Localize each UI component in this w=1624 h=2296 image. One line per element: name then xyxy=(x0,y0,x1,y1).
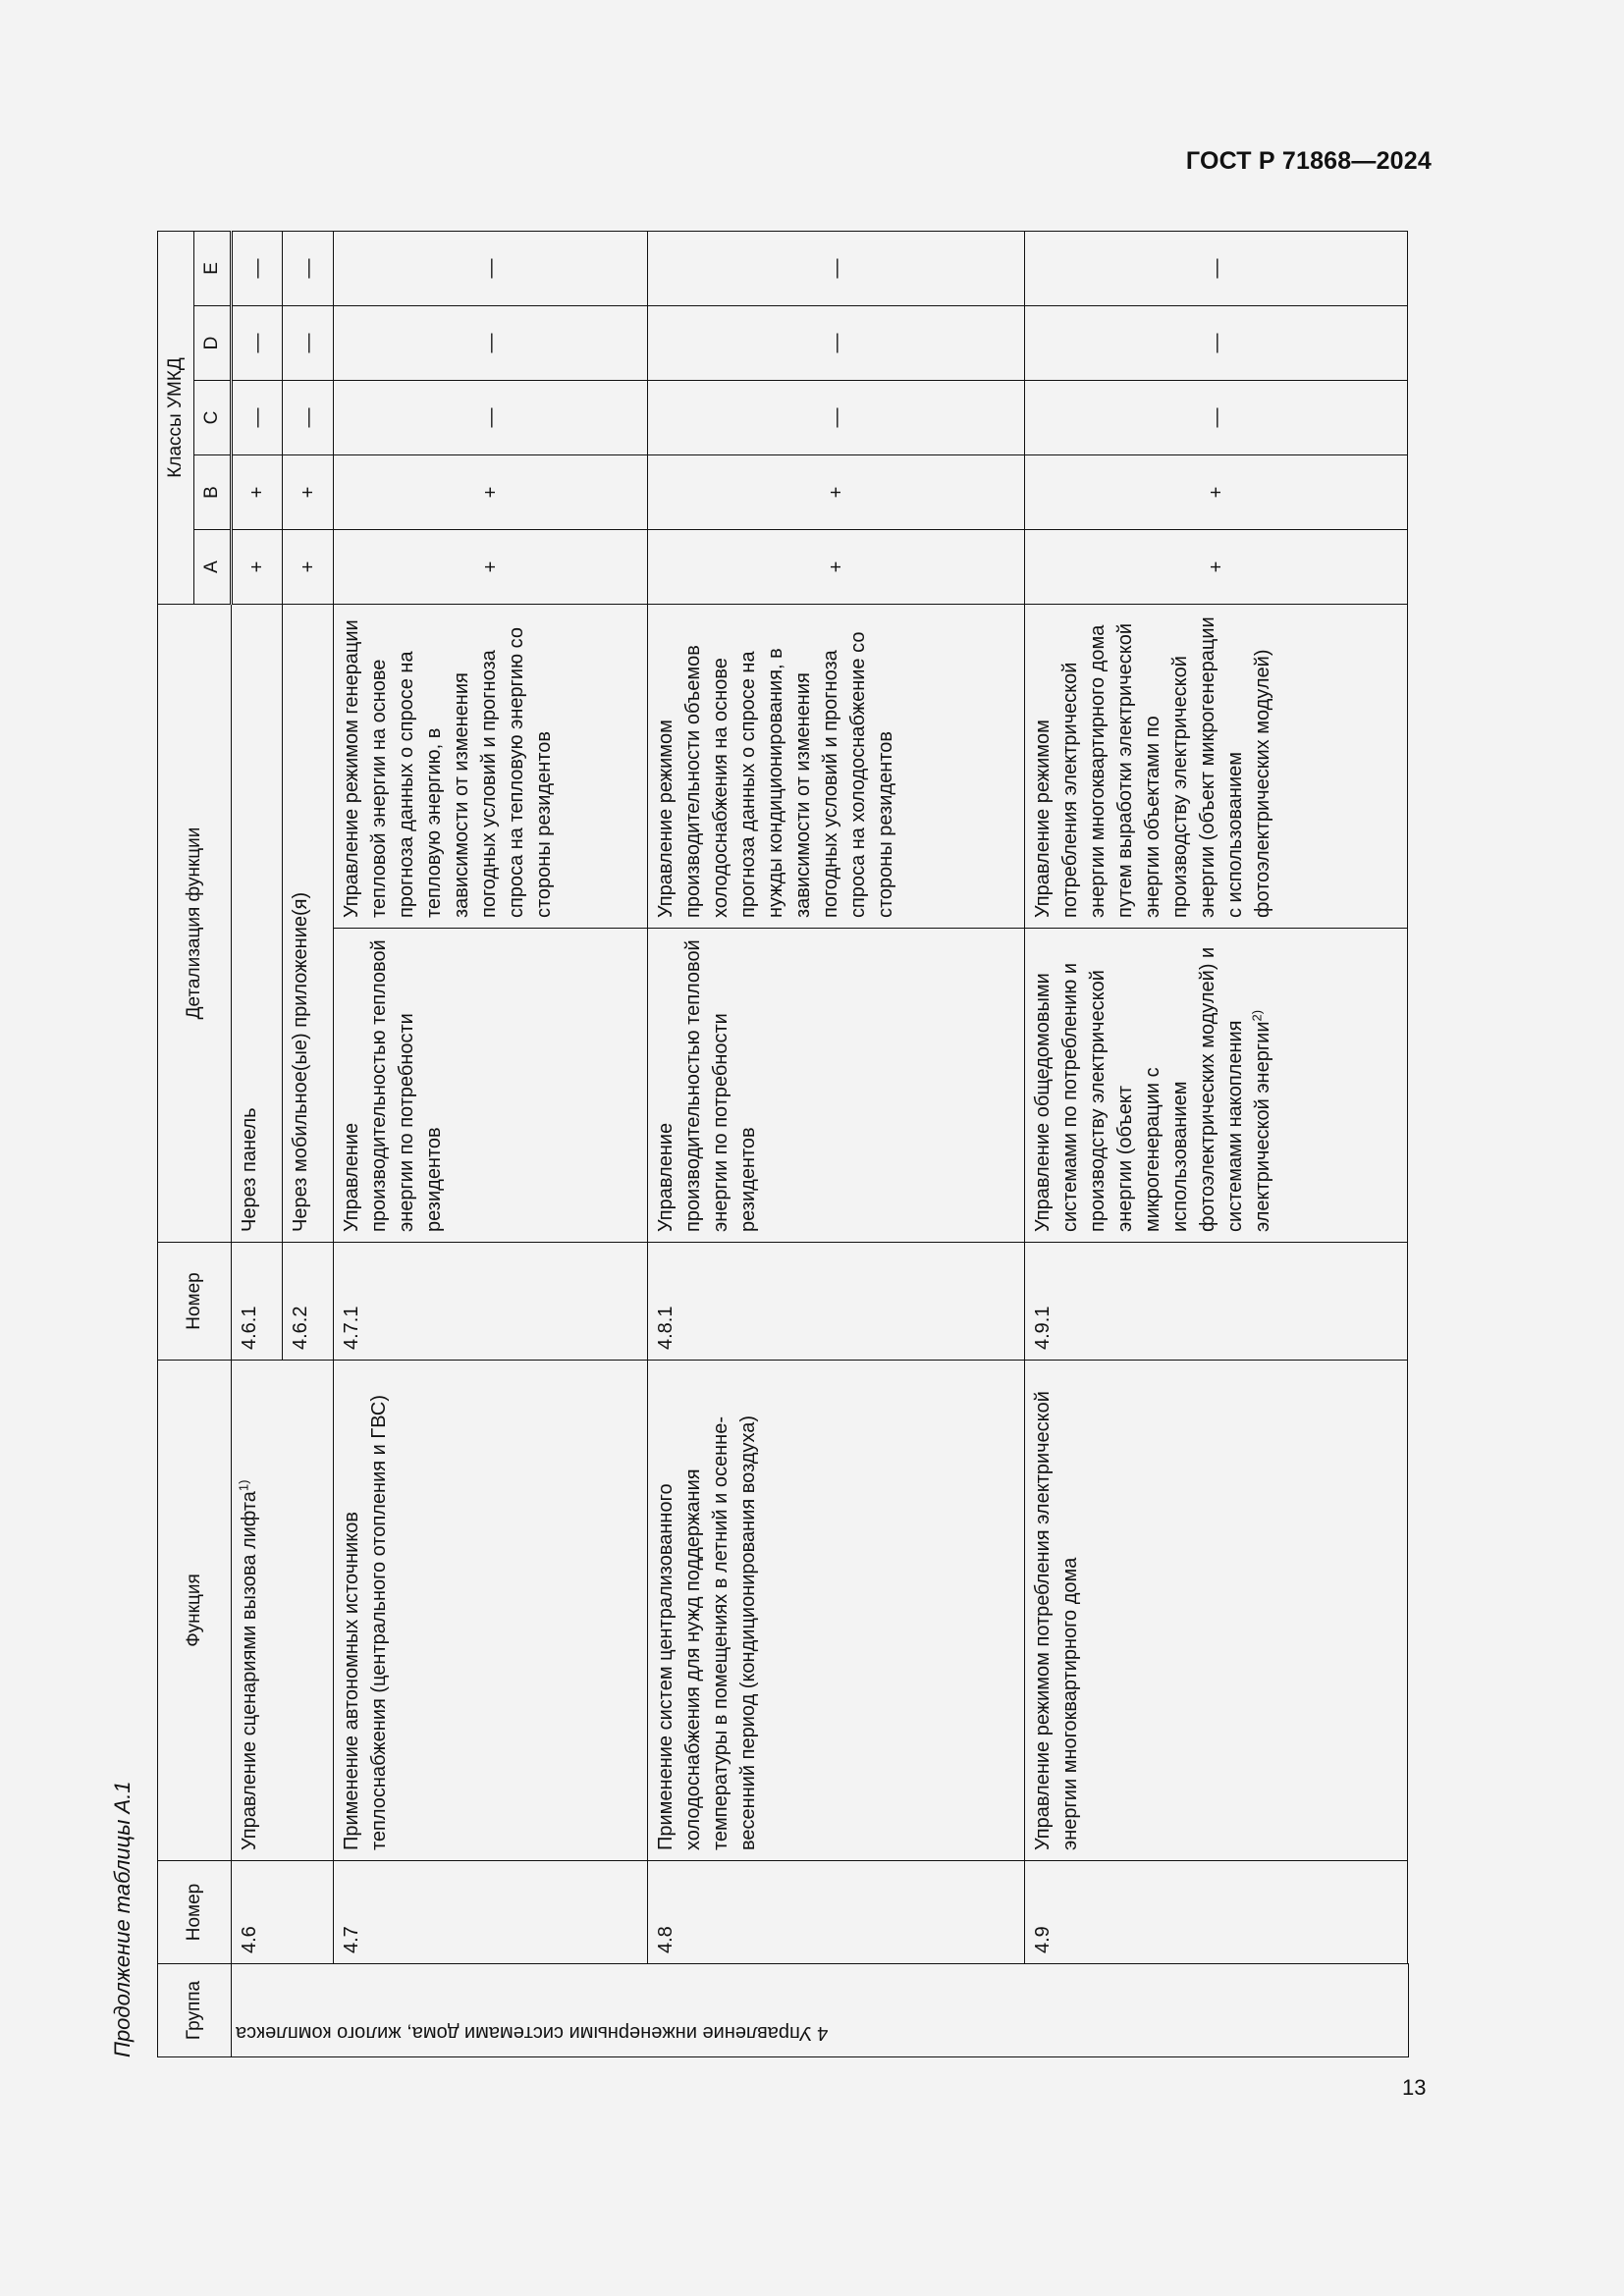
row-number: 4.8 xyxy=(648,1861,1025,1964)
table-caption: Продолжение таблицы А.1 xyxy=(110,1781,135,2057)
group-label: 4 Управление инженерными системами дома, жилого комплекса xyxy=(236,2022,829,2044)
sub-number: 4.9.1 xyxy=(1025,1243,1408,1361)
rotated-table-container xyxy=(157,232,1429,2057)
sub-number: 4.7.1 xyxy=(334,1243,648,1361)
row-number: 4.9 xyxy=(1025,1861,1408,1964)
class-d-value: — xyxy=(232,305,283,380)
header-class-a: A xyxy=(194,529,232,604)
header-class-b: B xyxy=(194,454,232,529)
detail-cell-extended: Управление режимом генерации тепловой энергии на основе прогноза данных о спросе на тепловую энергию, в зависимости от изменения погодных условий и прогноза спроса на тепловую энергию со стороны резидентов xyxy=(334,604,648,928)
class-d-value: — xyxy=(283,305,334,380)
page-number: 13 xyxy=(1402,2075,1427,2100)
function-cell: Управление режимом потребления электрической энергии многоквартирного дома xyxy=(1025,1361,1408,1861)
sub-number: 4.6.2 xyxy=(283,1243,334,1361)
function-cell: Применение систем централизованного холодоснабжения для нужд поддержания температуры в помещениях в летний и осенне-весенний период (кондиционирования воздуха) xyxy=(648,1361,1025,1861)
class-e-value: — xyxy=(334,231,648,305)
detail-cell: Через панель xyxy=(232,604,283,1242)
table-row xyxy=(1025,231,1408,2056)
class-c-value: — xyxy=(232,380,283,454)
class-d-value: — xyxy=(334,305,648,380)
class-b-value: + xyxy=(283,454,334,529)
class-c-value: — xyxy=(334,380,648,454)
header-classes: Классы УМКД xyxy=(158,231,194,604)
class-e-value: — xyxy=(232,231,283,305)
sub-number: 4.8.1 xyxy=(648,1243,1025,1361)
table-row xyxy=(334,231,648,2056)
class-a-value: + xyxy=(648,529,1025,604)
class-e-value: — xyxy=(1025,231,1408,305)
class-a-value: + xyxy=(232,529,283,604)
class-a-value: + xyxy=(334,529,648,604)
header-group: Группа xyxy=(158,1964,232,2057)
class-c-value: — xyxy=(648,380,1025,454)
class-e-value: — xyxy=(648,231,1025,305)
header-number-2: Номер xyxy=(158,1243,232,1361)
row-number: 4.7 xyxy=(334,1861,648,1964)
detail-cell: Управление производительностью тепловой энергии по потребности резидентов xyxy=(648,929,1025,1243)
class-c-value: — xyxy=(1025,380,1408,454)
class-b-value: + xyxy=(1025,454,1408,529)
detail-cell-extended: Управление режимом потребления электрической энергии многоквартирного дома путем выработки электрической энергии объектами по производству электрической энергии (объект микрогенерации с использованием фотоэлектрических модулей) xyxy=(1025,604,1408,928)
table-row xyxy=(232,231,283,2056)
class-c-value: — xyxy=(283,380,334,454)
group-cell xyxy=(232,1964,1409,2057)
table-row xyxy=(648,231,1025,2056)
detail-cell: Через мобильное(ые) приложение(я) xyxy=(283,604,334,1242)
class-a-value: + xyxy=(1025,529,1408,604)
header-detail: Детализация функции xyxy=(158,604,232,1242)
classification-table xyxy=(157,231,1409,2057)
sub-number: 4.6.1 xyxy=(232,1243,283,1361)
detail-cell-extended: Управление режимом производительности объемов холодоснабжения на основе прогноза данных о спросе на нужды кондиционирования, в зависимости от изменения погодных условий и прогноза спроса на холодоснабжение со стороны резидентов xyxy=(648,604,1025,928)
header-class-c: C xyxy=(194,380,232,454)
function-cell: Применение автономных источников теплоснабжения (центрального отопления и ГВС) xyxy=(334,1361,648,1861)
header-class-d: D xyxy=(194,305,232,380)
header-function: Функция xyxy=(158,1361,232,1861)
class-b-value: + xyxy=(334,454,648,529)
class-b-value: + xyxy=(648,454,1025,529)
header-number: Номер xyxy=(158,1861,232,1964)
class-b-value: + xyxy=(232,454,283,529)
function-cell: Управление сценариями вызова лифта$^{1)}$ xyxy=(232,1361,334,1861)
class-d-value: — xyxy=(1025,305,1408,380)
spacer-cell xyxy=(1408,231,1409,1963)
row-number: 4.6 xyxy=(232,1861,334,1964)
standard-code: ГОСТ Р 71868—2024 xyxy=(1185,147,1432,175)
spacer-row xyxy=(1408,231,1409,2056)
detail-cell: Управление общедомовыми системами по потреблению и производству электрической энергии (объект микрогенерации с использованием фотоэлектрических модулей) и системами накопления электрической энергии$^{2)}$ xyxy=(1025,929,1408,1243)
class-e-value: — xyxy=(283,231,334,305)
class-a-value: + xyxy=(283,529,334,604)
class-d-value: — xyxy=(648,305,1025,380)
header-class-e: E xyxy=(194,231,232,305)
detail-cell: Управление производительностью тепловой энергии по потребности резидентов xyxy=(334,929,648,1243)
